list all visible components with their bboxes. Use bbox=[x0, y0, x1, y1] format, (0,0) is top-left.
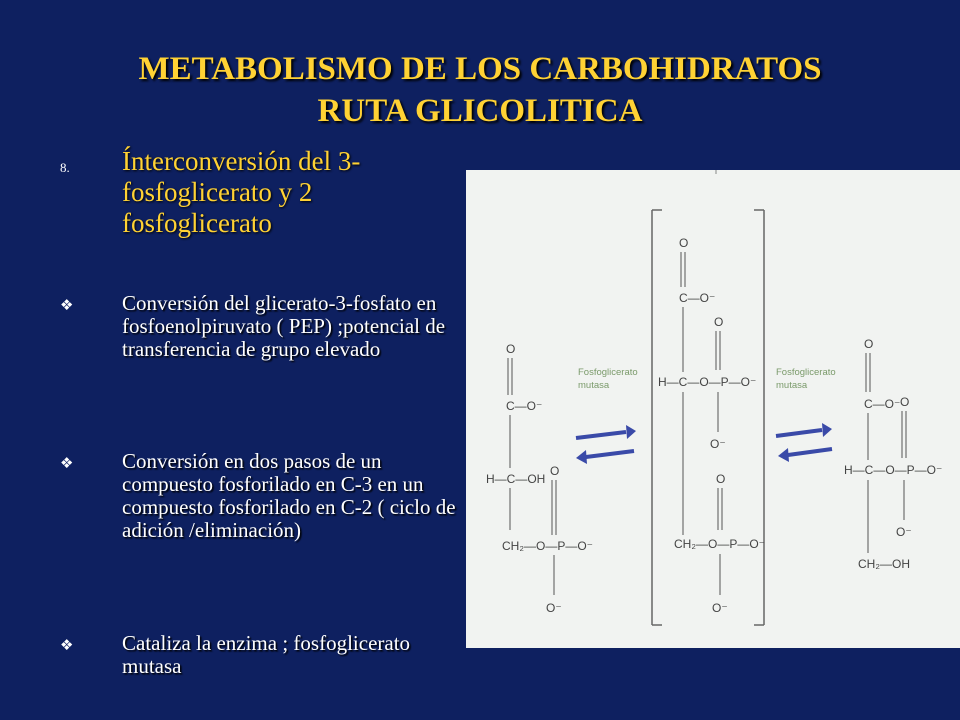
c2-hydroxyl: H—C—OH bbox=[486, 472, 546, 486]
carboxyl-group: C—O⁻ bbox=[864, 397, 901, 411]
reaction-diagram bbox=[466, 170, 960, 648]
phosphate-O-minus: O⁻ bbox=[546, 601, 562, 615]
c3-phosphate: CH₂—O—P—O⁻ bbox=[502, 539, 593, 553]
carboxyl-group: C—O⁻ bbox=[506, 399, 543, 413]
phosphate-O-minus-2: O⁻ bbox=[712, 601, 728, 615]
reaction-diagram-svg bbox=[466, 170, 960, 648]
phosphate-O-top: O bbox=[900, 395, 910, 409]
molecule-3-phosphoglycerate bbox=[486, 342, 593, 615]
bracket-right bbox=[754, 210, 764, 625]
bullet-text: Cataliza la enzima ; fosfoglicerato mutasa bbox=[122, 631, 411, 678]
equilibrium-arrows-1 bbox=[576, 425, 636, 464]
title-line-1: METABOLISMO DE LOS CARBOHIDRATOS bbox=[138, 51, 822, 87]
diamond-bullet-icon: ❖ bbox=[60, 636, 74, 654]
carboxyl-group: C—O⁻ bbox=[679, 291, 716, 305]
c2-phosphate: H—C—O—P—O⁻ bbox=[844, 463, 943, 477]
enzyme-label-1-text: Fosfoglicerato bbox=[578, 367, 638, 378]
enzyme-label-2-text: Fosfoglicerato bbox=[776, 367, 836, 378]
step-text: Ínterconversión del 3-fosfoglicerato y 2 fosfoglicerato bbox=[122, 146, 361, 238]
bullet-text: Conversión del glicerato-3-fosfato en fosfoenolpiruvato ( PEP) ;potencial de transferencia de grupo elevado bbox=[122, 291, 446, 361]
c3-hydroxyl: CH₂—OH bbox=[858, 557, 910, 571]
enzyme-label-2-text-line-2: mutasa bbox=[776, 380, 808, 391]
enzyme-label-1-text-line-2: mutasa bbox=[578, 380, 610, 391]
atom-O-top: O bbox=[506, 342, 516, 356]
enzyme-label-2 bbox=[776, 367, 838, 391]
molecule-2-3-bisphosphoglycerate bbox=[658, 236, 765, 615]
bullet-text: Conversión en dos pasos de un compuesto fosforilado en C-3 en un compuesto fosforilado en C-2 ( ciclo de adición /eliminación) bbox=[122, 449, 456, 542]
phosphate-O-minus: O⁻ bbox=[710, 437, 726, 451]
phosphate-O-top-2: O bbox=[716, 472, 726, 486]
phosphate-O-minus: O⁻ bbox=[896, 525, 912, 539]
atom-O-top: O bbox=[679, 236, 689, 250]
bracket-left bbox=[652, 210, 662, 625]
step-number: 8. bbox=[60, 160, 70, 175]
phosphate-O-top: O bbox=[550, 464, 560, 478]
diamond-bullet-icon: ❖ bbox=[60, 296, 74, 314]
diamond-bullet-icon: ❖ bbox=[60, 454, 74, 472]
c3-phosphate: CH₂—O—P—O⁻ bbox=[674, 537, 765, 551]
molecule-2-phosphoglycerate bbox=[844, 337, 942, 571]
atom-O-top: O bbox=[864, 337, 874, 351]
phosphate-O-top: O bbox=[714, 315, 724, 329]
equilibrium-arrows-2 bbox=[776, 423, 832, 462]
title-line-2: RUTA GLICOLITICA bbox=[317, 93, 643, 129]
c2-phosphate: H—C—O—P—O⁻ bbox=[658, 375, 757, 389]
slide-title bbox=[40, 48, 920, 132]
enzyme-label-1 bbox=[578, 367, 640, 391]
